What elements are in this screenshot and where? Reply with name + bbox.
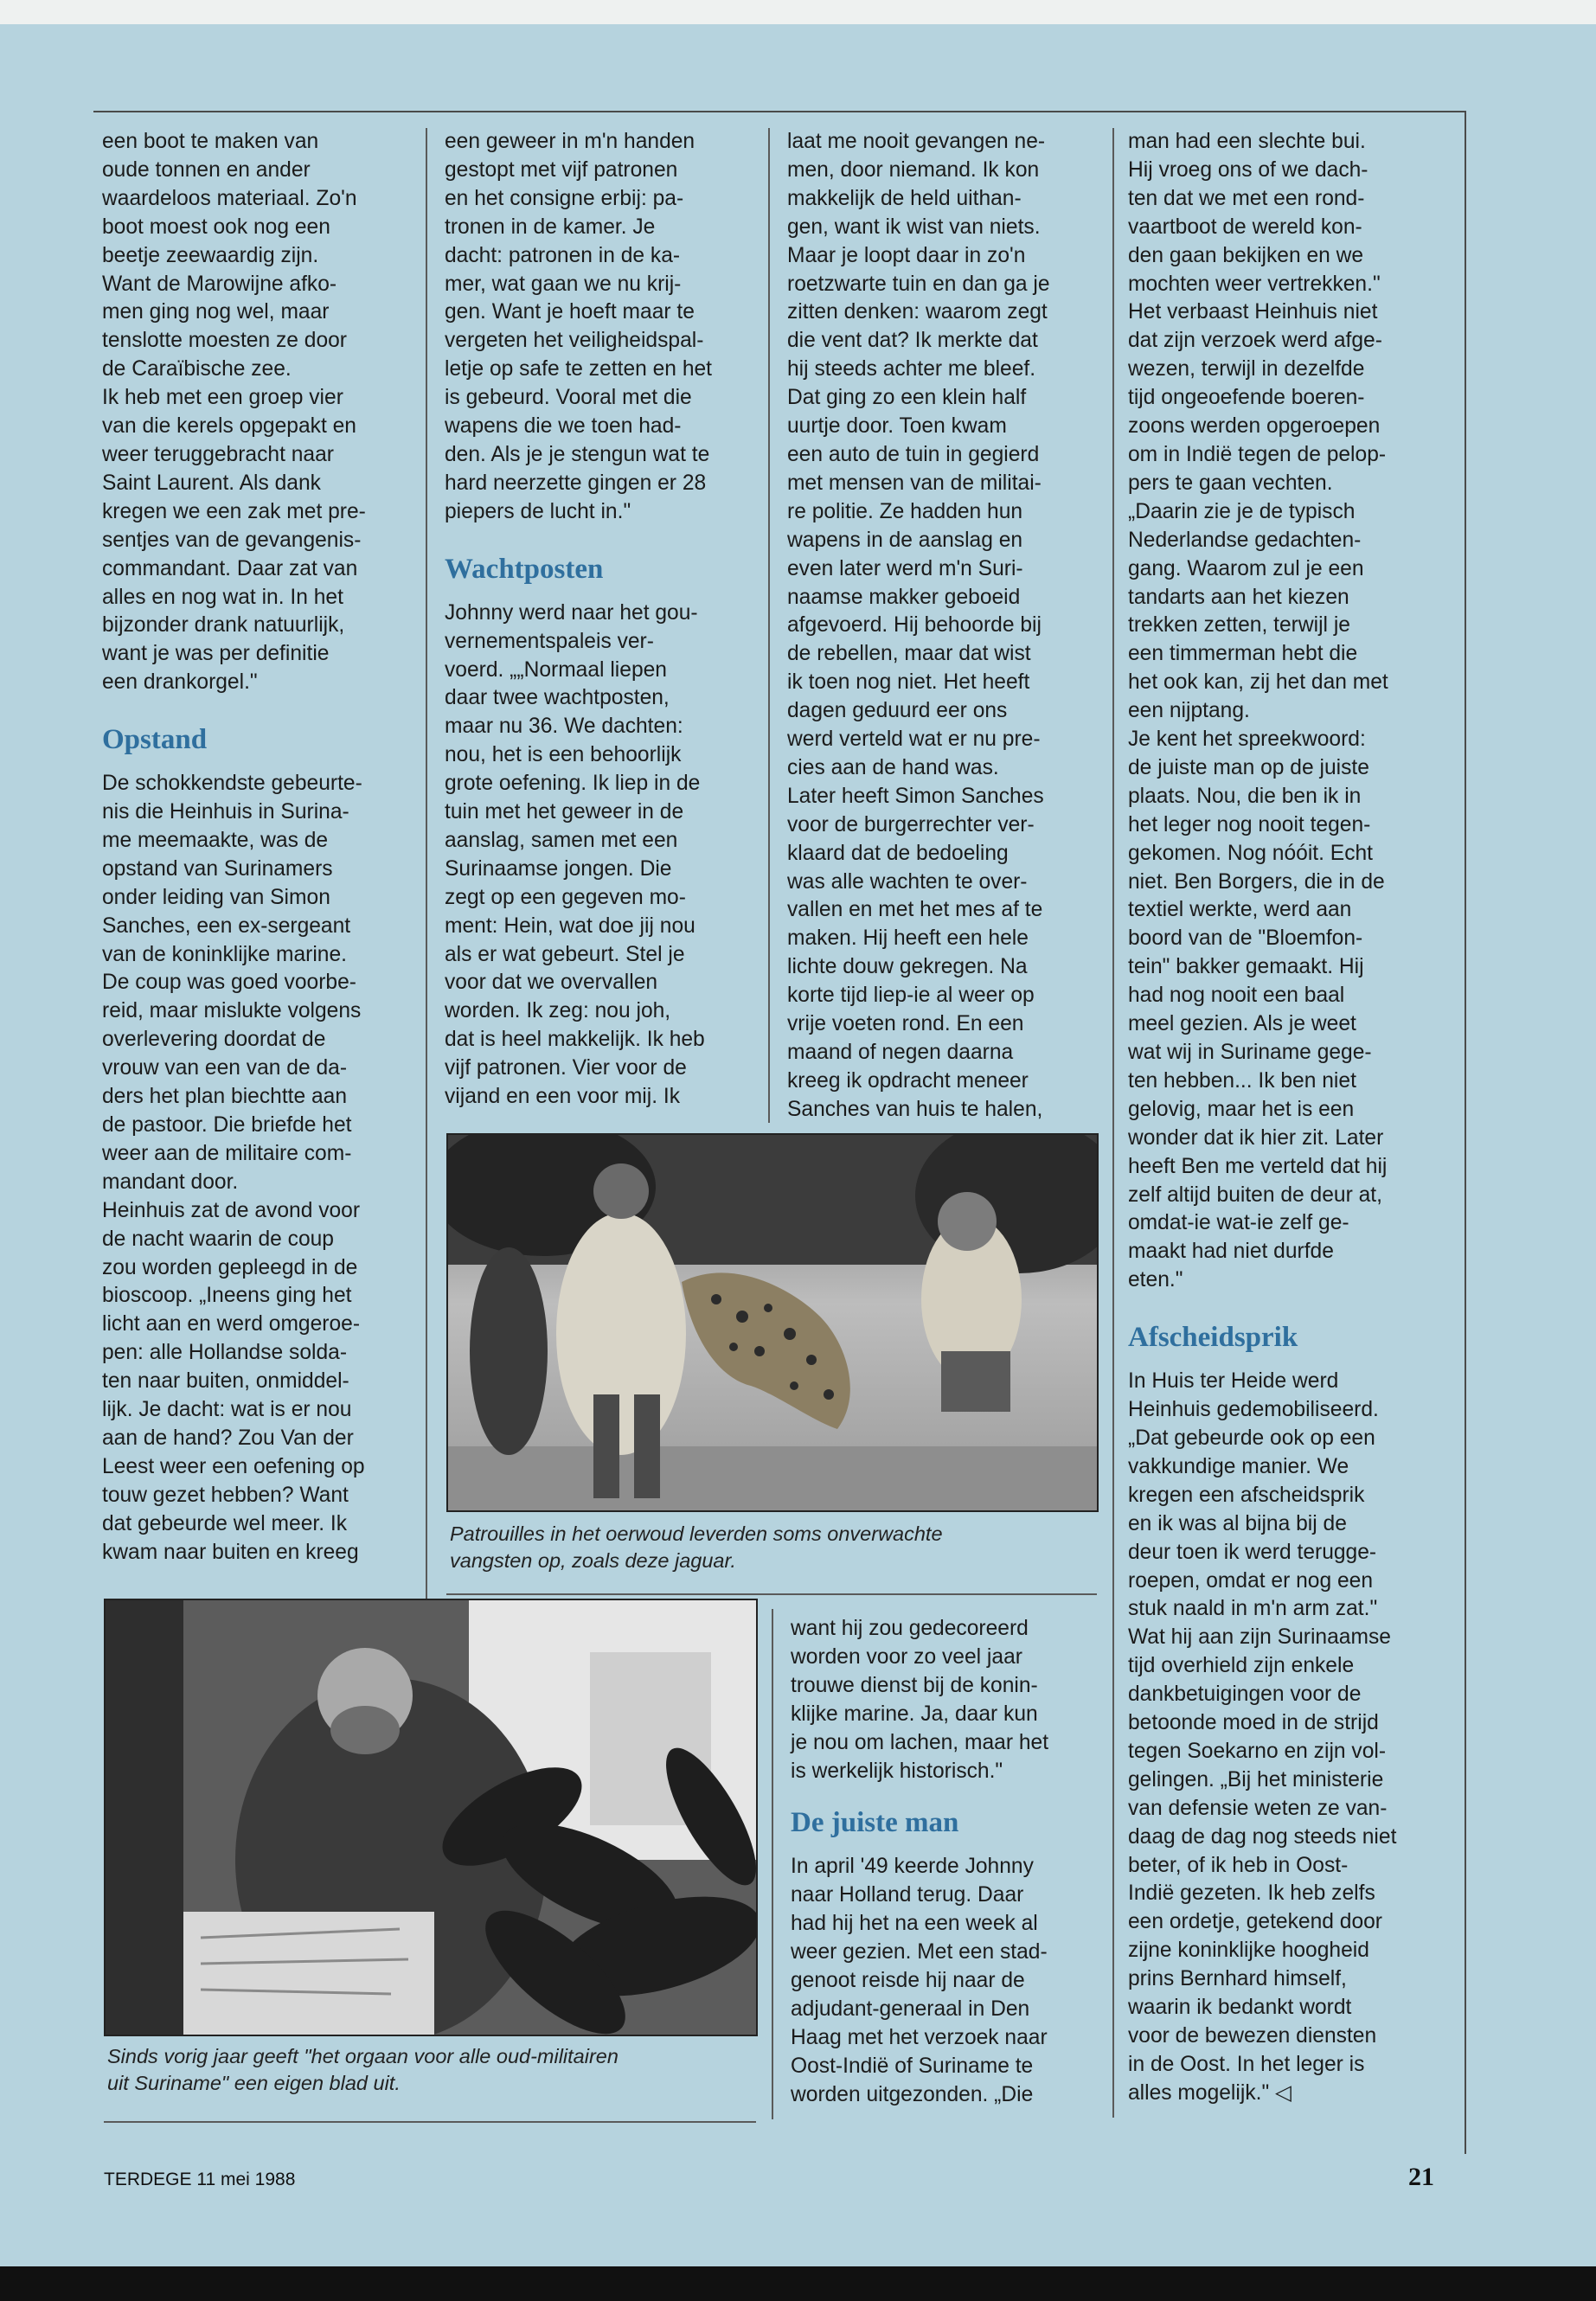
col3-paragraph-3: In april '49 keerde Johnny naar Holland terug. Daar had hij het na een week al weer gezien. Met een stad- genoot reisde hij naar de adjudant-generaal in Den Haag met het verzoek naar Oost-Indië of Suriname te worden uitgezonden. „Die bbox=[791, 1855, 1048, 2106]
col1-paragraph-2: De schokkendste gebeurte- nis die Heinhuis in Surina- me meemaakte, was de opstand van Surinamers onder leiding van Simon Sanches, een ex-sergeant van de koninklijke marine. De coup was goed voorbe- reid, maar mislukte volgens overlevering doordat de vrouw van een van de da- ders het plan biechtte aan de pastoor. Die briefde het weer aan de militaire com- mandant door. Heinhuis zat de avond voor de nacht waarin de coup zou worden gepleegd in de bioscoop. „Ineens ging het licht aan en werd omgeroe- pen: alle Hollandse solda- ten naar buiten, onmiddel- lijk. Je dacht: wat is er nou aan de hand? Zou Van der Leest weer een oefening op touw gezet hebben? Want dat gebeurde wel meer. Ik kwam naar buiten en kreeg bbox=[102, 772, 365, 1564]
jaguar-caption: Patrouilles in het oerwoud leverden soms onverwachte vangsten op, zoals deze jaguar. bbox=[450, 1522, 943, 1572]
man-photo bbox=[104, 1599, 758, 2036]
col3-paragraph-1: laat me nooit gevangen ne- men, door niemand. Ik kon makkelijk de held uithan- gen, want ik wist van niets. Maar je loopt daar in zo'n roetzwarte tuin en dan ga je zitten denken: waarom zegt die vent dat? Ik merkte dat hij steeds achter me bleef. Dat ging zo een klein half uurtje door. Toen kwam een auto de tuin in gegierd met mensen van de militai- re politie. Ze hadden hun wapens in de aanslag en even later werd m'n Suri- naamse makker geboeid afgevoerd. Hij behoorde bij de rebellen, maar dat wist ik toen nog niet. Het heeft dagen geduurd eer ons werd verteld wat er nu pre- cies aan de hand was. Later heeft Simon Sanches voor de burgerrechter ver- klaard dat de bedoeling was alle wachten te over- vallen en met het mes af te maken. Hij heeft een hele lichte douw gekregen. Na korte tijd liep-ie al weer op vrije voeten rond. En een maand of negen daarna kreeg ik opdracht meneer Sanches van huis te halen, bbox=[787, 130, 1050, 1121]
column-divider-3 bbox=[1112, 128, 1114, 2118]
column-divider-4 bbox=[772, 1609, 773, 2119]
column-divider-2 bbox=[768, 128, 770, 1123]
col2-paragraph-1: een geweer in m'n handen gestopt met vijf patronen en het consigne erbij: pa- tronen in de kamer. Je dacht: patronen in de ka- mer, wat gaan we nu krij- gen. Want je hoeft maar te vergeten het veiligheidspal- letje op safe te zetten en het is gebeurd. Vooral met die wapens die we toen had- den. Als je je stengun wat te hard neerzette gingen er 28 piepers de lucht in." bbox=[445, 130, 713, 523]
caption-rule-1 bbox=[446, 1593, 1097, 1595]
column-1 bbox=[102, 128, 413, 1567]
footer-magazine-date: TERDEGE 11 mei 1988 bbox=[104, 2170, 296, 2189]
heading-opstand: Opstand bbox=[102, 724, 208, 756]
col1-paragraph-1: een boot te maken van oude tonnen en ander waardeloos materiaal. Zo'n boot moest ook nog een beetje zeewaardig zijn. Want de Marowijne afko- men ging nog wel, maar tenslotte moesten ze door de Caraïbische zee. Ik heb met een groep vier van die kerels opgepakt en weer teruggebracht naar Saint Laurent. Als dank kregen we een zak met pre- sentjes van de gevangenis- commandant. Daar zat van alles en nog wat in. In het bijzonder drank natuurlijk, want je was per definitie een drankorgel." bbox=[102, 130, 366, 695]
column-divider-1 bbox=[426, 128, 427, 1599]
jaguar-photo bbox=[446, 1133, 1099, 1512]
page-number: 21 bbox=[1408, 2163, 1434, 2191]
top-margin bbox=[0, 0, 1596, 24]
caption-rule-2 bbox=[104, 2121, 756, 2123]
heading-de-juiste-man: De juiste man bbox=[791, 1807, 959, 1839]
col4-paragraph-2: In Huis ter Heide werd Heinhuis gedemobiliseerd. „Dat gebeurde ook op een vakkundige manier. We kregen een afscheidsprik en ik was al bijna bij de deur toen ik werd terugge- roepen, omdat er nog een stuk naald in m'n arm zat." Wat hij aan zijn Surinaamse tijd overhield zijn enkele dankbetuigingen voor de betoonde moed in de strijd tegen Soekarno en zijn vol- gelingen. „Bij het ministerie van defensie weten ze van- daag de dag nog steeds niet beter, of ik heb in Oost- Indië gezeten. Ik heb zelfs een ordetje, getekend door zijne koninklijke hoogheid prins Bernhard himself, waarin ik bedankt wordt voor de bewezen diensten in de Oost. In het leger is alles mogelijk." ◁ bbox=[1128, 1369, 1397, 2105]
column-4 bbox=[1128, 128, 1448, 2108]
col4-paragraph-1: man had een slechte bui. Hij vroeg ons of we dach- ten dat we met een rond- vaartboot de wereld kon- den gaan bekijken en we mochten weer vertrekken." Het verbaast Heinhuis niet dat zijn verzoek werd afge- wezen, terwijl in dezelfde tijd ongeoefende boeren- zoons werden opgeroepen om in Indië tegen de pelop- pers te gaan vechten. „Daarin zie je de typisch Nederlandse gedachten- gang. Waarom zul je een tandarts aan het kiezen trekken zetten, terwijl je een timmerman hebt die het ook kan, zij het dan met een nijptang. Je kent het spreekwoord: de juiste man op de juiste plaats. Nou, die ben ik in het leger nog nooit tegen- gekomen. Nog nóóit. Echt niet. Ben Borgers, die in de textiel werkte, werd aan boord van de "Bloemfon- tein" bakker gemaakt. Hij had nog nooit een baal meel gezien. Als je weet wat wij in Suriname gege- ten hebben... Ik ben niet gelovig, maar het is een wonder dat ik hier zit. Later heeft Ben me verteld dat hij zelf altijd buiten de deur at, omdat-ie wat-ie zelf ge- maakt had niet durfde eten." bbox=[1128, 130, 1388, 1292]
man-caption: Sinds vorig jaar geeft "het orgaan voor alle oud-militairen uit Suriname" een eigen blad uit. bbox=[107, 2045, 619, 2094]
heading-wachtposten: Wachtposten bbox=[445, 553, 604, 585]
col2-paragraph-2: Johnny werd naar het gou- vernementspaleis ver- voerd. „„Normaal liepen daar twee wachtposten, maar nu 36. We dachten: nou, het is een behoorlijk grote oefening. Ik liep in de tuin met het geweer in de aanslag, samen met een Surinaamse jongen. Die zegt op een gegeven mo- ment: Hein, wat doe jij nou als er wat gebeurt. Stel je voor dat we overvallen worden. Ik zeg: nou joh, dat is heel makkelijk. Ik heb vijf patronen. Vier voor de vijand en een voor mij. Ik bbox=[445, 600, 705, 1109]
column-2 bbox=[445, 128, 756, 1112]
col3-paragraph-2: want hij zou gedecoreerd worden voor zo veel jaar trouwe dienst bij de konin- klijke marine. Ja, daar kun je nou om lachen, maar het is werkelijk historisch." bbox=[791, 1617, 1049, 1783]
heading-afscheidsprik: Afscheidsprik bbox=[1128, 1322, 1298, 1354]
column-3-bottom bbox=[791, 1615, 1102, 2110]
bottom-scan-edge bbox=[0, 2266, 1596, 2301]
jaguar-photo-image bbox=[448, 1135, 1097, 1510]
man-photo-image bbox=[106, 1600, 756, 2035]
column-3-top bbox=[787, 128, 1099, 1125]
